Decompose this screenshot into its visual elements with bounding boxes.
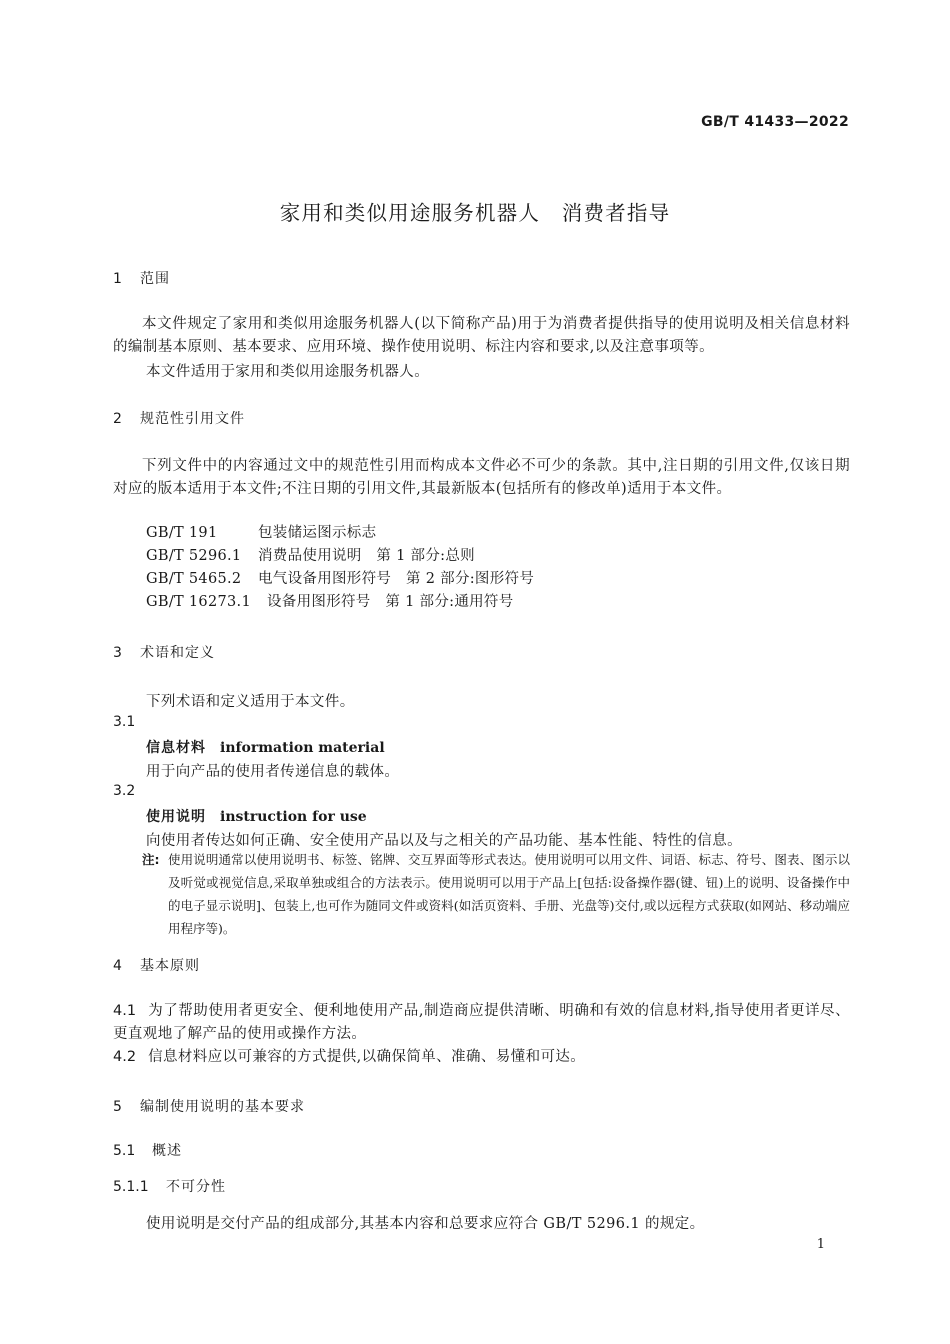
section-1-paragraph-2: 本文件适用于家用和类似用途服务机器人。: [146, 364, 430, 380]
standard-number: GB/T 41433—2022: [701, 114, 849, 130]
term-3-1-definition: 用于向产品的使用者传递信息的载体。: [146, 764, 400, 780]
normative-reference-list: [146, 522, 534, 614]
section-title: 不可分性: [166, 1179, 226, 1195]
reference-item: [146, 522, 534, 545]
section-5-1-heading: [113, 1140, 182, 1160]
term-english: instruction for use: [220, 809, 367, 825]
section-1-paragraph-1: 本文件规定了家用和类似用途服务机器人(以下简称产品)用于为消费者提供指导的使用说明及相关信息材料的编制基本原则、基本要求、应用环境、操作使用说明、标注内容和要求,以及注意事项等。: [113, 316, 850, 355]
section-1-heading: [113, 268, 170, 288]
section-5-1-1-text: 使用说明是交付产品的组成部分,其基本内容和总要求应符合 GB/T 5296.1 的规定。: [146, 1216, 705, 1232]
reference-code: GB/T 191: [146, 525, 218, 541]
section-5-heading: [113, 1096, 305, 1116]
term-3-2-definition: 向使用者传达如何正确、安全使用产品以及与之相关的产品功能、基本性能、特性的信息。: [146, 833, 742, 849]
reference-code: GB/T 5296.1: [146, 548, 242, 564]
section-number: 5: [113, 1099, 122, 1115]
section-2-paragraph: 下列文件中的内容通过文中的规范性引用而构成本文件必不可少的条款。其中,注日期的引用文件,仅该日期对应的版本适用于本文件;不注日期的引用文件,其最新版本(包括所有的修改单)适用于本文件。: [113, 458, 850, 497]
clause-number: 4.2: [113, 1049, 137, 1065]
reference-item: [146, 568, 534, 591]
reference-code: GB/T 5465.2: [146, 571, 242, 587]
section-title: 基本原则: [140, 958, 200, 974]
term-english: information material: [220, 740, 385, 756]
term-3-1-number: 3.1: [113, 714, 136, 730]
reference-title: 设备用图形符号 第 1 部分:通用符号: [267, 594, 514, 610]
section-number: 5.1: [113, 1143, 136, 1159]
document-title: 家用和类似用途服务机器人 消费者指导: [279, 201, 671, 225]
section-title: 范围: [140, 271, 170, 287]
note-text: 使用说明通常以使用说明书、标签、铭牌、交互界面等形式表达。使用说明可以用文件、词语、标志、符号、图表、图示以及听觉或视觉信息,采取单独或组合的方法表示。使用说明可以用于产品上[包括:设备操作器(键、钮)上的说明、设备操作中的电子显示说明]、包装上,也可作为随同文件或资料(如活页资料、手册、光盘等)交付,或以远程方式获取(如网站、移动端应用程序等)。: [168, 852, 850, 936]
section-title: 术语和定义: [140, 645, 215, 661]
clause-4-2: [113, 1046, 850, 1069]
term-chinese: 信息材料: [146, 740, 206, 756]
reference-title: 消费品使用说明 第 1 部分:总则: [258, 548, 475, 564]
section-5-1-1-heading: [113, 1176, 226, 1196]
clause-text: 为了帮助使用者更安全、便利地使用产品,制造商应提供清晰、明确和有效的信息材料,指导使用者更详尽、更直观地了解产品的使用或操作方法。: [113, 1003, 850, 1042]
section-number: 2: [113, 411, 122, 427]
section-number: 5.1.1: [113, 1179, 149, 1195]
reference-title: 电气设备用图形符号 第 2 部分:图形符号: [258, 571, 535, 587]
section-number: 4: [113, 958, 122, 974]
section-number: 3: [113, 645, 122, 661]
section-title: 概述: [152, 1143, 182, 1159]
clause-4-1: [113, 1000, 850, 1046]
term-3-2-number: 3.2: [113, 783, 136, 799]
clause-number: 4.1: [113, 1003, 137, 1019]
section-3-intro: 下列术语和定义适用于本文件。: [146, 694, 355, 710]
reference-item: [146, 591, 534, 614]
page-number: 1: [816, 1237, 825, 1252]
section-number: 1: [113, 271, 122, 287]
reference-item: [146, 545, 534, 568]
section-4-heading: [113, 955, 200, 975]
reference-code: GB/T 16273.1: [146, 594, 251, 610]
note-label: 注:: [142, 852, 160, 867]
section-title: 编制使用说明的基本要求: [140, 1099, 305, 1115]
section-3-heading: [113, 642, 215, 662]
section-2-heading: [113, 408, 245, 428]
section-title: 规范性引用文件: [140, 411, 245, 427]
term-3-2-note: [142, 848, 850, 940]
clause-text: 信息材料应以可兼容的方式提供,以确保简单、准确、易懂和可达。: [148, 1049, 586, 1065]
term-3-2-entry: [146, 806, 367, 826]
reference-title: 包装储运图示标志: [258, 525, 377, 541]
term-chinese: 使用说明: [146, 809, 206, 825]
term-3-1-entry: [146, 737, 385, 757]
